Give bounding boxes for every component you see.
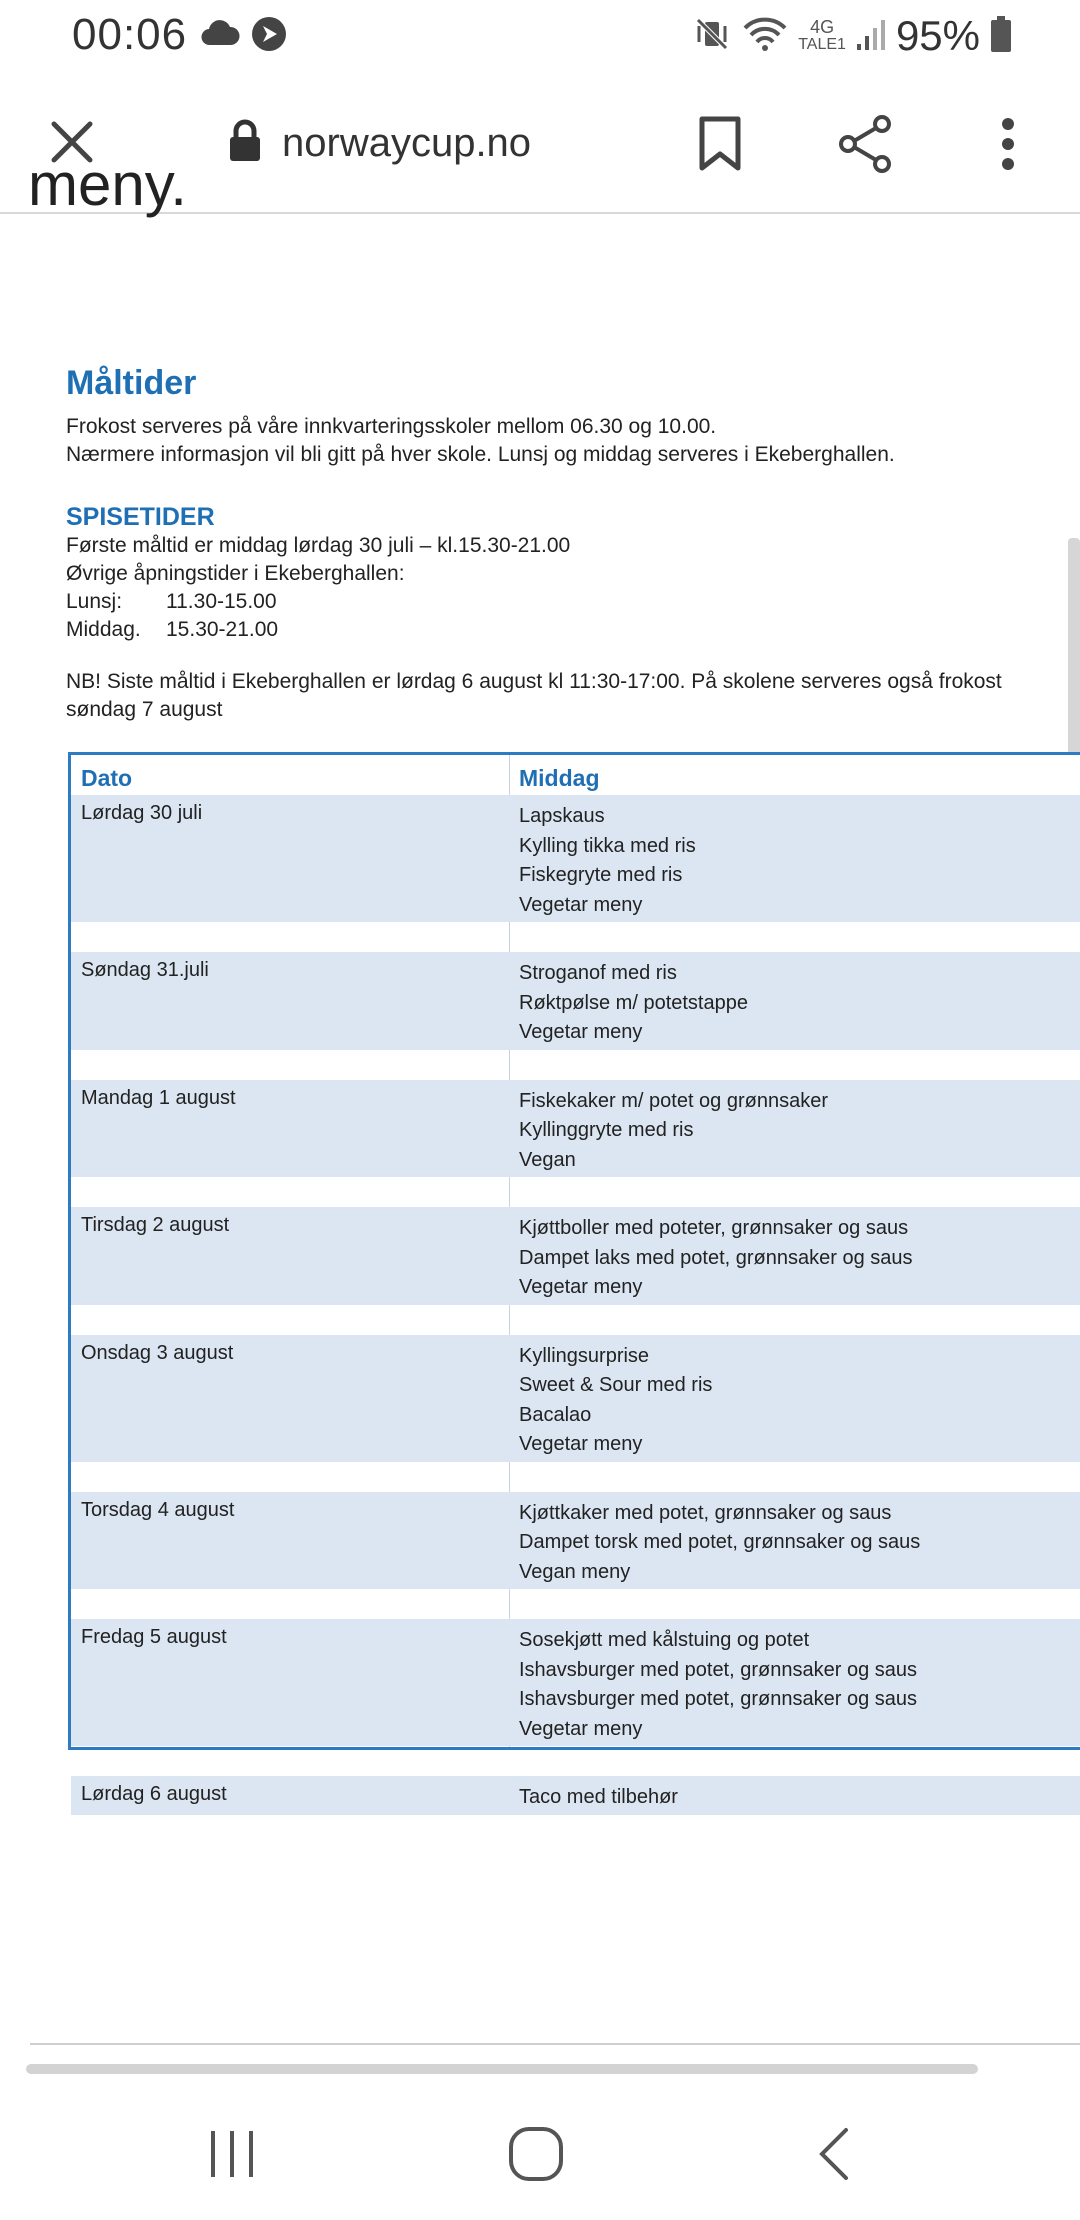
- battery-icon: [990, 15, 1012, 58]
- partial-heading: meny.: [28, 151, 187, 218]
- meal-item: Ishavsburger med potet, grønnsaker og saus: [519, 1658, 917, 1681]
- back-icon[interactable]: [774, 2114, 894, 2194]
- table-row: [71, 1619, 1080, 1746]
- table-header: [71, 755, 1080, 795]
- row-meals: [71, 952, 1080, 1050]
- meal-info-document: [66, 364, 1080, 724]
- meal-item: Vegetar meny: [519, 1021, 643, 1043]
- table-row: [71, 1080, 1080, 1178]
- meal-item: Lapskaus: [519, 805, 605, 827]
- system-nav-bar: [0, 2090, 1080, 2220]
- share-icon[interactable]: [830, 108, 902, 180]
- lunsj-line: Lunsj: 11.30-15.00: [66, 590, 277, 613]
- meal-item: Vegan meny: [519, 1560, 631, 1583]
- meal-item: Kyllinggryte med ris: [519, 1119, 694, 1141]
- row-date: Lørdag 6 august: [81, 1783, 227, 1805]
- table-row: [71, 795, 1080, 922]
- url-bar[interactable]: [228, 112, 531, 174]
- row-date: Torsdag 4 august: [81, 1498, 235, 1521]
- meal-item: Kjøttboller med poteter, grønnsaker og saus: [519, 1217, 909, 1239]
- meal-item: Sweet & Sour med ris: [519, 1374, 713, 1396]
- network-type-label: 4G TALE1: [798, 17, 846, 53]
- table-row: [71, 1776, 1080, 1815]
- wifi-icon: [742, 14, 788, 59]
- meal-item: Kylling tikka med ris: [519, 834, 696, 857]
- status-bar: [0, 0, 1080, 72]
- table-row: [71, 1335, 1080, 1462]
- status-time: 00:06: [72, 10, 188, 59]
- bookmark-icon[interactable]: [688, 108, 752, 180]
- url-text: norwaycup.no: [282, 120, 532, 165]
- meal-item: Vegetar meny: [519, 1433, 643, 1455]
- meal-item: Dampet laks med potet, grønnsaker og saus: [519, 1246, 913, 1269]
- meal-item: Fiskegryte med ris: [519, 864, 683, 886]
- meal-item: Dampet torsk med potet, grønnsaker og saus: [519, 1531, 921, 1553]
- row-date: Fredag 5 august: [81, 1626, 227, 1648]
- header-dato: Dato: [81, 765, 133, 791]
- play-circle-icon: [250, 15, 288, 58]
- meal-item: Vegetar meny: [519, 1717, 643, 1740]
- meal-item: Fiskekaker m/ potet og grønnsaker: [519, 1089, 829, 1112]
- cloud-icon: [200, 21, 240, 52]
- horizontal-scrollbar[interactable]: [26, 2064, 978, 2074]
- status-notification-icons: [200, 14, 288, 58]
- meal-item: Stroganof med ris: [519, 962, 677, 984]
- row-meals: [71, 795, 1080, 922]
- row-date: Lørdag 30 juli: [81, 802, 203, 824]
- meal-item: Røktpølse m/ potetstappe: [519, 991, 748, 1014]
- meal-item: Sosekjøtt med kålstuing og potet: [519, 1629, 810, 1651]
- page-title: Måltider: [66, 364, 197, 402]
- signal-icon: [856, 16, 886, 57]
- table-row: [71, 1492, 1080, 1590]
- divider: [30, 2043, 1080, 2045]
- home-icon[interactable]: [476, 2114, 596, 2194]
- meal-item: Bacalao: [519, 1403, 592, 1426]
- meal-item: Ishavsburger med potet, grønnsaker og saus: [519, 1688, 917, 1710]
- battery-percent: 95%: [895, 12, 980, 59]
- meal-item: Kjøttkaker med potet, grønnsaker og saus: [519, 1501, 892, 1524]
- meal-item: Vegan: [519, 1148, 576, 1171]
- intro-text: Frokost serveres på våre innkvarteringsskoler mellom 06.30 og 10.00. Nærmere informasjon vil bli gitt på hver skole. Lunsj og middag serveres i Ekeberghallen.: [66, 415, 895, 466]
- spisetider-text: Første måltid er middag lørdag 30 juli – kl.15.30-21.00 Øvrige åpningstider i Ekeberghallen: Lunsj: 11.30-15.00 Middag. 15.30-21.00: [66, 532, 1080, 644]
- header-middag: Middag: [519, 765, 600, 791]
- table-row: [71, 1207, 1080, 1305]
- recent-apps-icon[interactable]: [172, 2114, 292, 2194]
- lock-icon: [228, 119, 262, 168]
- table-row: [71, 952, 1080, 1050]
- meal-item: Vegetar meny: [519, 893, 643, 916]
- table-body: [71, 795, 1080, 1815]
- meal-item: Kyllingsurprise: [519, 1344, 650, 1367]
- vibrate-mute-icon: [692, 14, 732, 59]
- menu-table: [68, 752, 1080, 1808]
- meal-item: Vegetar meny: [519, 1276, 643, 1298]
- more-vert-icon[interactable]: [976, 108, 1040, 180]
- row-date: Mandag 1 august: [81, 1086, 236, 1109]
- meal-item: Taco med tilbehør: [519, 1786, 678, 1808]
- page-content: [0, 151, 1080, 2046]
- row-date: Tirsdag 2 august: [81, 1214, 230, 1236]
- middag-line: Middag. 15.30-21.00: [66, 618, 279, 641]
- nb-notice: NB! Siste måltid i Ekeberghallen er lørdag 6 august kl 11:30-17:00. På skolene serveres også frokost søndag 7 august: [66, 670, 1002, 721]
- row-date: Søndag 31.juli: [81, 959, 209, 981]
- row-date: Onsdag 3 august: [81, 1341, 234, 1364]
- spisetider-heading: SPISETIDER: [66, 503, 215, 531]
- status-right-icons: [692, 8, 1012, 64]
